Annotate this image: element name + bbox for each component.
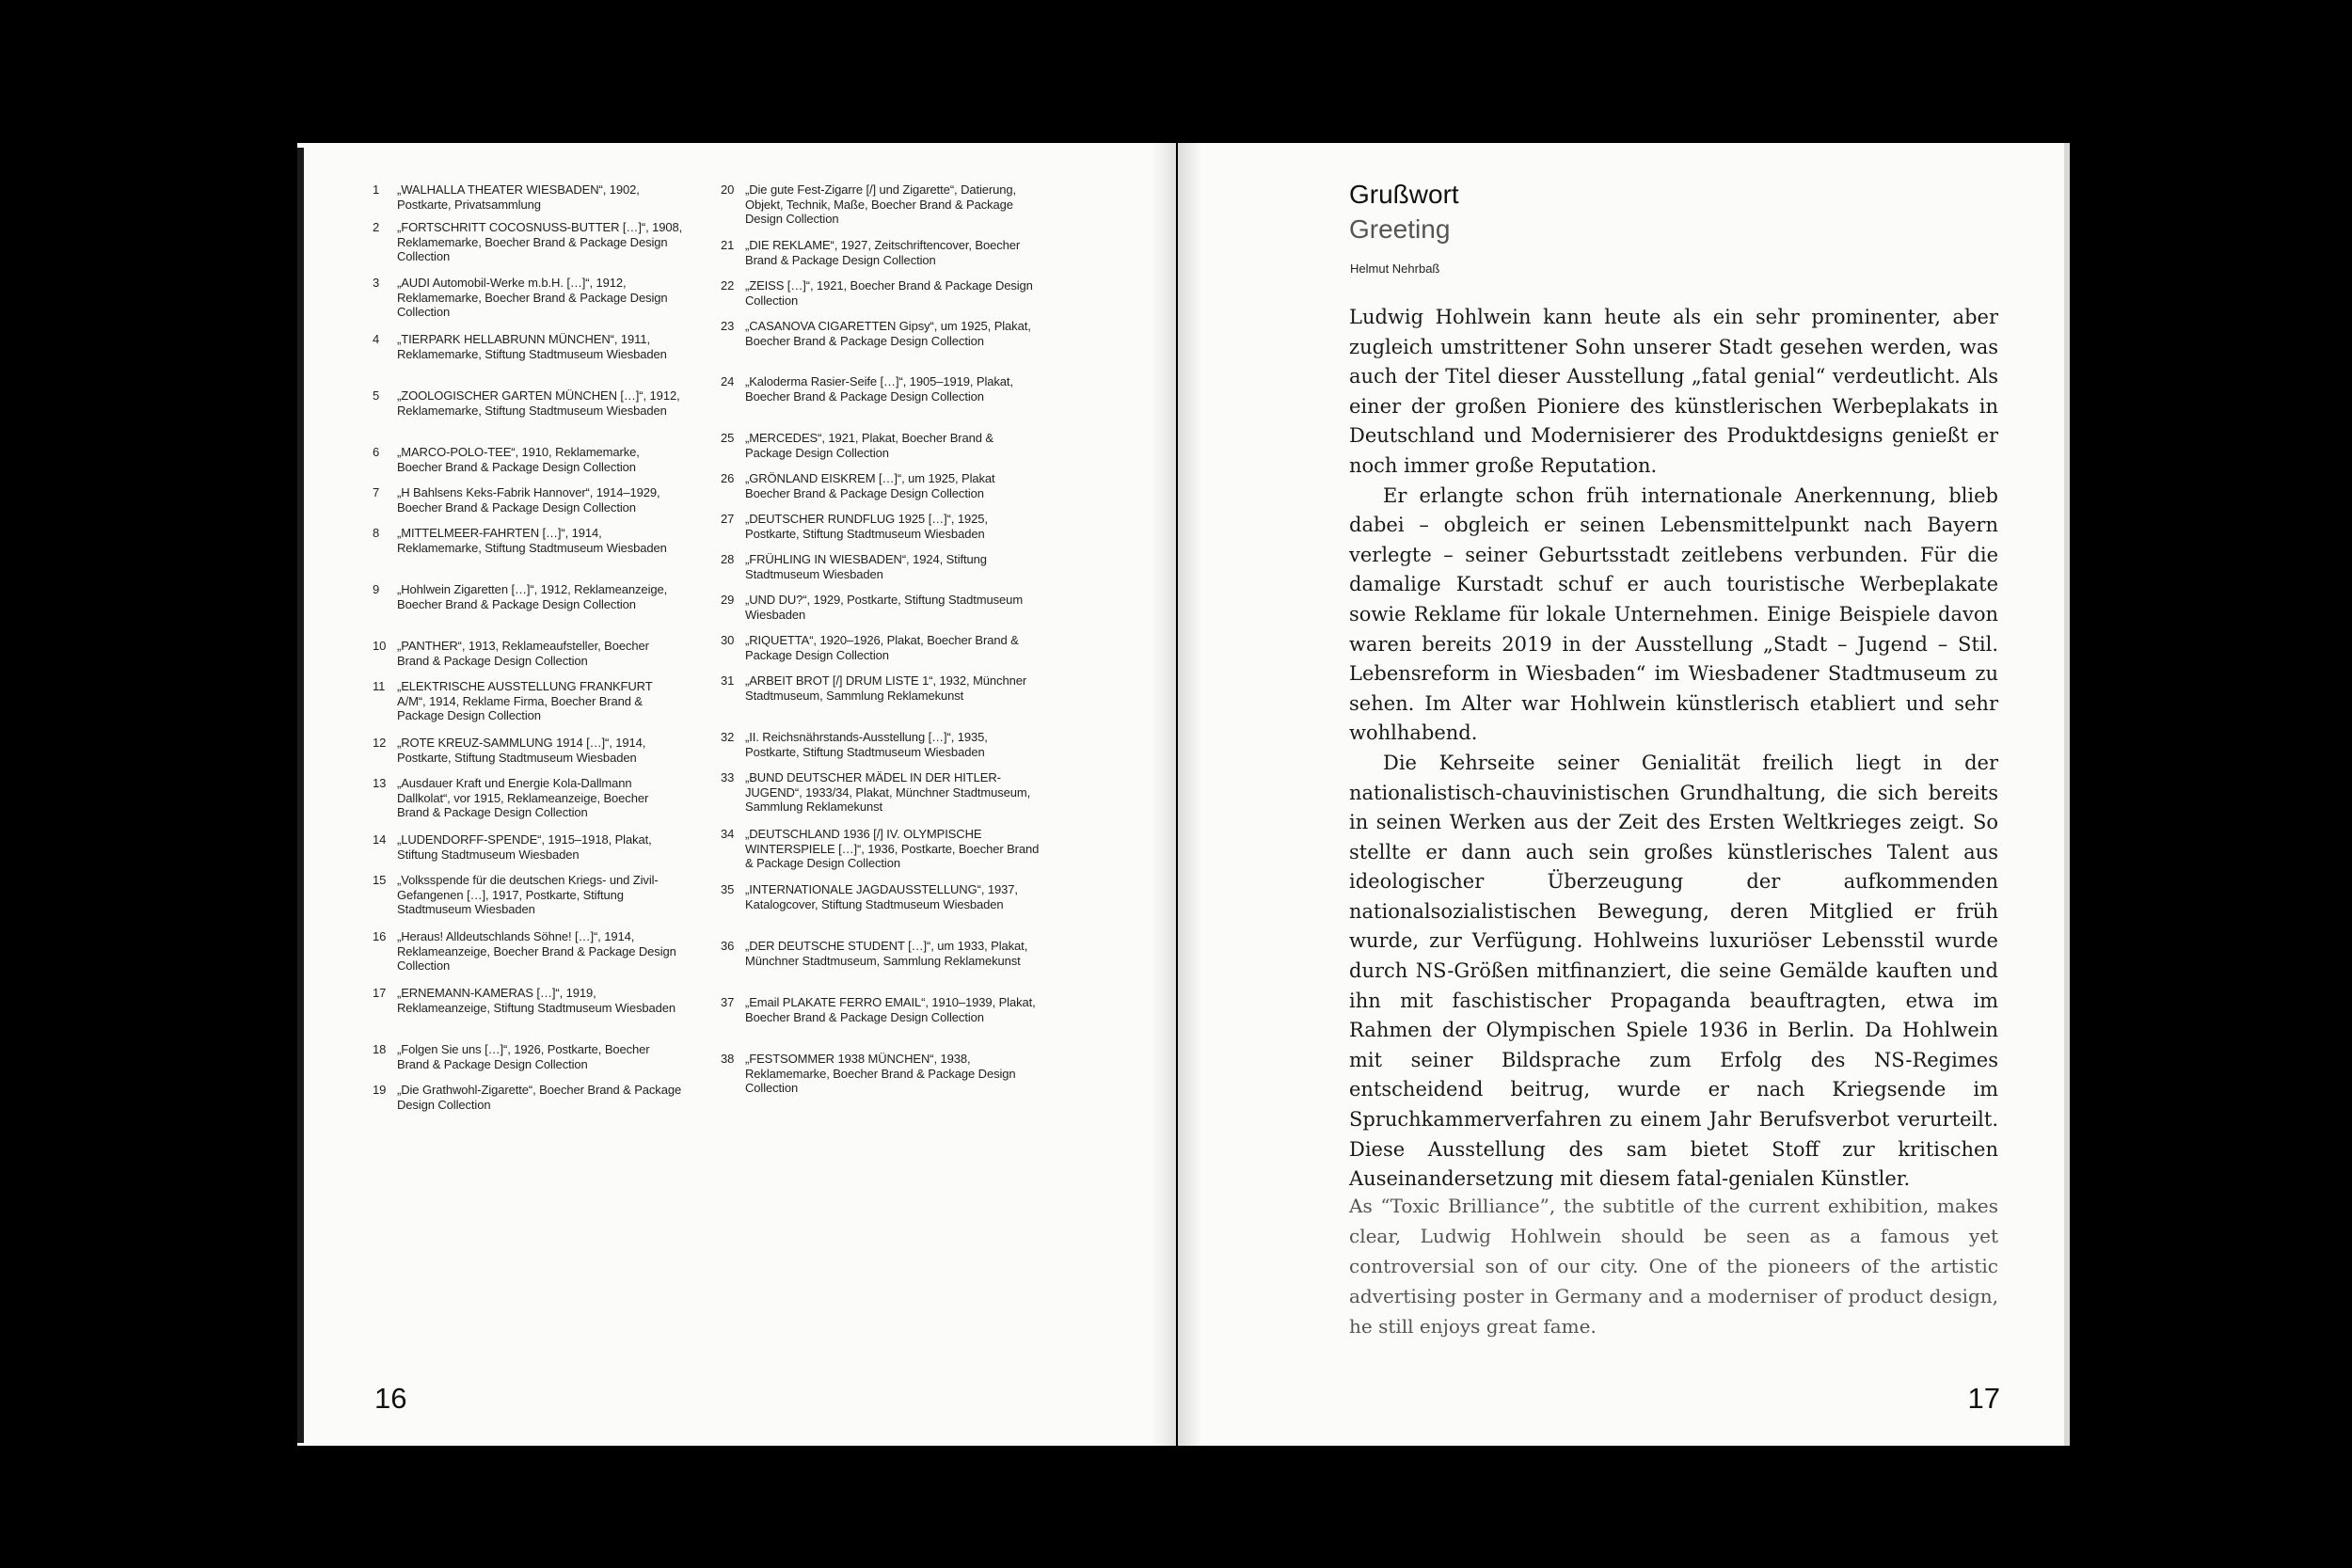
caption-entry	[373, 582, 683, 639]
caption-entry	[721, 633, 1041, 673]
caption-entry	[721, 827, 1041, 882]
caption-number: 38	[721, 1052, 735, 1066]
caption-entry	[721, 512, 1041, 552]
caption-number: 2	[373, 220, 380, 234]
caption-entry	[373, 679, 683, 736]
caption-text: „Heraus! Alldeutschlands Söhne! […]“, 1914, Reklameanzeige, Boecher Brand & Package Design Collection	[397, 929, 676, 973]
caption-entry	[373, 182, 683, 220]
caption-number: 12	[373, 736, 387, 750]
caption-text: „ELEKTRISCHE AUSSTELLUNG FRANKFURT A/M“, 1914, Reklame Firma, Boecher Brand & Package Design Collection	[397, 679, 653, 722]
caption-entry	[373, 276, 683, 332]
caption-number: 13	[373, 776, 387, 790]
page-number: 16	[374, 1382, 407, 1415]
caption-text: „TIERPARK HELLABRUNN MÜNCHEN“, 1911, Reklamemarke, Stiftung Stadtmuseum Wiesbaden	[397, 332, 667, 361]
caption-entry	[373, 1042, 683, 1083]
caption-text: „ARBEIT BROT [/] DRUM LISTE 1“, 1932, Münchner Stadtmuseum, Sammlung Reklamekunst	[745, 673, 1027, 703]
caption-entry	[373, 639, 683, 679]
caption-text: „BUND DEUTSCHER MÄDEL IN DER HITLER-JUGEND“, 1933/34, Plakat, Münchner Stadtmuseum, Sammlung Reklamekunst	[745, 770, 1031, 814]
caption-entry	[373, 832, 683, 873]
caption-text: „DEUTSCHLAND 1936 [/] IV. OLYMPISCHE WINTERSPIELE […]“, 1936, Postkarte, Boecher Brand & Package Design Collection	[745, 827, 1040, 870]
caption-entry	[721, 730, 1041, 770]
caption-number: 22	[721, 278, 735, 293]
caption-number: 34	[721, 827, 735, 841]
caption-text: „ERNEMANN-KAMERAS […]“, 1919, Reklameanzeige, Stiftung Stadtmuseum Wiesbaden	[397, 986, 676, 1015]
caption-text: „Die gute Fest-Zigarre [/] und Zigarette“, Datierung, Objekt, Technik, Maße, Boecher Brand & Package Design Collection	[745, 182, 1017, 226]
caption-number: 21	[721, 238, 735, 252]
caption-text: „Volksspende für die deutschen Kriegs- und Zivil-Gefangenen […], 1917, Postkarte, Stiftung Stadtmuseum Wiesbaden	[397, 873, 659, 916]
caption-number: 36	[721, 939, 735, 953]
caption-entry	[721, 278, 1041, 319]
caption-entry	[373, 526, 683, 582]
caption-entry	[721, 882, 1041, 939]
paragraph: Er erlangte schon früh internationale Anerkennung, blieb dabei – obgleich er seinen Lebensmittelpunkt nach Bayern verlegte – seiner Geburtsstadt zeitlebens verbunden. Für die damalige Kurstadt schuf er auch touristische Werbeplakate sowie Reklame für lokale Unternehmen. Einige Beispiele davon waren bereits 2019 in der Ausstellung „Stadt – Jugend – Stil. Lebensreform in Wiesbaden“ im Wiesbadener Stadtmuseum zu sehen. Im Alter war Hohlwein künstlerisch etabliert und sehr wohlhabend.	[1349, 483, 1998, 745]
caption-entry	[373, 986, 683, 1042]
caption-number: 17	[373, 986, 387, 1000]
caption-entry	[373, 445, 683, 485]
caption-text: „RIQUETTA“, 1920–1926, Plakat, Boecher Brand & Package Design Collection	[745, 633, 1019, 662]
caption-text: „INTERNATIONALE JAGDAUSSTELLUNG“, 1937, Katalogcover, Stiftung Stadtmuseum Wiesbaden	[745, 882, 1018, 911]
caption-entry	[373, 929, 683, 986]
caption-number: 27	[721, 512, 735, 526]
caption-number: 37	[721, 995, 735, 1009]
caption-number: 15	[373, 873, 387, 887]
caption-number: 14	[373, 832, 387, 847]
caption-entry	[373, 388, 683, 445]
gutter-shadow	[1152, 143, 1176, 1446]
caption-text: „Folgen Sie uns […]“, 1926, Postkarte, Boecher Brand & Package Design Collection	[397, 1042, 650, 1071]
body-text-english: As “Toxic Brilliance”, the subtitle of the current exhibition, makes clear, Ludwig Hohlwein should be seen as a famous yet controversial son of our city. One of the pioneers of the artistic advertising poster in Germany and a moderniser of product design, he still enjoys great fame.	[1349, 1195, 1998, 1338]
caption-entry	[721, 939, 1041, 995]
caption-entry	[721, 431, 1041, 471]
caption-entry	[373, 736, 683, 776]
caption-text: „LUDENDORFF-SPENDE“, 1915–1918, Plakat, Stiftung Stadtmuseum Wiesbaden	[397, 832, 652, 862]
caption-entry	[373, 1083, 683, 1123]
caption-number: 4	[373, 332, 380, 346]
caption-entry	[373, 332, 683, 388]
caption-entry	[721, 319, 1041, 374]
right-page	[1178, 143, 2070, 1446]
caption-entry	[373, 776, 683, 832]
caption-text: „ROTE KREUZ-SAMMLUNG 1914 […]“, 1914, Postkarte, Stiftung Stadtmuseum Wiesbaden	[397, 736, 646, 765]
caption-text: „AUDI Automobil-Werke m.b.H. […]“, 1912, Reklamemarke, Boecher Brand & Package Design Collection	[397, 276, 668, 319]
caption-number: 33	[721, 770, 735, 784]
caption-number: 3	[373, 276, 380, 290]
caption-text: „DIE REKLAME“, 1927, Zeitschriftencover, Boecher Brand & Package Design Collection	[745, 238, 1021, 267]
caption-number: 6	[373, 445, 380, 459]
paragraph: Die Kehrseite seiner Genialität freilich liegt in der nationalistisch-chauvinistischen Grundhaltung, die sich bereits in seinen Werken aus der Zeit des Ersten Weltkrieges zeigt. So stellte er dann auch sein großes künstlerisches Talent aus ideologischer Überzeugung der aufkommenden nationalsozialistischen Bewegung, deren Mitglied er früh wurde, zur Verfügung. Hohlweins luxuriöser Lebensstil wurde durch NS-Größen mitfinanziert, die seine Gemälde kauften und ihn mit faschistischer Propaganda beauftragten, etwa im Rahmen der Olympischen Spiele 1936 in Berlin. Da Hohlwein mit seiner Bildsprache zum Erfolg des NS-Regimes entscheidend beitrug, wurde er nach Kriegsende im Spruchkammerverfahren zu einem Jahr Berufsverbot verurteilt. Diese Ausstellung des sam bietet Stoff zur kritischen Auseinandersetzung mit diesem fatal-genialen Künstler.	[1349, 751, 1998, 1191]
caption-text: „UND DU?“, 1929, Postkarte, Stiftung Stadtmuseum Wiesbaden	[745, 593, 1024, 622]
caption-entry	[721, 552, 1041, 593]
caption-entry	[721, 995, 1041, 1052]
caption-number: 9	[373, 582, 380, 596]
caption-text: „WALHALLA THEATER WIESBADEN“, 1902, Postkarte, Privatsammlung	[397, 182, 640, 212]
caption-number: 10	[373, 639, 387, 653]
caption-number: 7	[373, 485, 380, 499]
caption-number: 32	[721, 730, 735, 744]
caption-list-column-2	[721, 182, 1041, 1108]
caption-entry	[721, 374, 1041, 431]
paragraph: Ludwig Hohlwein kann heute als ein sehr prominenter, aber zugleich umstrittener Sohn unserer Stadt gesehen werden, was auch der Titel dieser Ausstellung „fatal genial“ verdeutlicht. Als einer der großen Pioniere des künstlerischen Werbeplakats in Deutschland und Modernisierer des Produktdesigns genießt er noch immer große Reputation.	[1349, 306, 1998, 477]
caption-number: 18	[373, 1042, 387, 1056]
caption-number: 19	[373, 1083, 387, 1097]
caption-number: 16	[373, 929, 387, 943]
caption-entry	[373, 873, 683, 929]
caption-number: 31	[721, 673, 735, 688]
author-name: Helmut Nehrbaß	[1350, 261, 1440, 276]
caption-text: „II. Reichsnährstands-Ausstellung […]“, 1935, Postkarte, Stiftung Stadtmuseum Wiesbaden	[745, 730, 988, 759]
caption-number: 35	[721, 882, 735, 896]
caption-text: „Kaloderma Rasier-Seife […]“, 1905–1919, Plakat, Boecher Brand & Package Design Collection	[745, 374, 1013, 404]
caption-text: „Ausdauer Kraft und Energie Kola-Dallmann Dallkolat“, vor 1915, Reklameanzeige, Boecher Brand & Package Design Collection	[397, 776, 649, 819]
caption-number: 1	[373, 182, 380, 197]
caption-entry	[373, 485, 683, 526]
caption-text: „DER DEUTSCHE STUDENT […]“, um 1933, Plakat, Münchner Stadtmuseum, Sammlung Reklamekunst	[745, 939, 1028, 968]
caption-entry	[721, 471, 1041, 512]
caption-text: „MARCO-POLO-TEE“, 1910, Reklamemarke, Boecher Brand & Package Design Collection	[397, 445, 640, 474]
caption-number: 23	[721, 319, 735, 333]
caption-entry	[721, 770, 1041, 827]
caption-number: 29	[721, 593, 735, 607]
caption-text: „CASANOVA CIGARETTEN Gipsy“, um 1925, Plakat, Boecher Brand & Package Design Collection	[745, 319, 1031, 348]
caption-entry	[721, 238, 1041, 278]
page-edge-shadow	[297, 148, 304, 1443]
page-number: 17	[1967, 1382, 2000, 1415]
caption-text: „ZEISS […]“, 1921, Boecher Brand & Package Design Collection	[745, 278, 1033, 308]
caption-number: 11	[373, 679, 386, 693]
caption-text: „ZOOLOGISCHER GARTEN MÜNCHEN […]“, 1912, Reklamemarke, Stiftung Stadtmuseum Wiesbaden	[397, 388, 680, 418]
heading-english: Greeting	[1349, 214, 1451, 244]
caption-number: 5	[373, 388, 380, 403]
caption-number: 25	[721, 431, 735, 445]
caption-text: „H Bahlsens Keks-Fabrik Hannover“, 1914–1929, Boecher Brand & Package Design Collection	[397, 485, 660, 515]
caption-entry	[721, 593, 1041, 633]
caption-text: „Email PLAKATE FERRO EMAIL“, 1910–1939, Plakat, Boecher Brand & Package Design Collection	[745, 995, 1036, 1024]
caption-entry	[721, 673, 1041, 730]
caption-text: „FESTSOMMER 1938 MÜNCHEN“, 1938, Reklamemarke, Boecher Brand & Package Design Collection	[745, 1052, 1016, 1095]
gutter-shadow	[1178, 143, 1202, 1446]
caption-number: 26	[721, 471, 735, 485]
caption-text: „Die Grathwohl-Zigarette“, Boecher Brand & Package Design Collection	[397, 1083, 682, 1112]
caption-number: 30	[721, 633, 735, 647]
caption-text: „Hohlwein Zigaretten […]“, 1912, Reklameanzeige, Boecher Brand & Package Design Collection	[397, 582, 668, 611]
left-page	[297, 143, 1176, 1446]
caption-text: „FORTSCHRITT COCOSNUSS-BUTTER […]“, 1908, Reklamemarke, Boecher Brand & Package Design Collection	[397, 220, 683, 263]
caption-text: „MERCEDES“, 1921, Plakat, Boecher Brand & Package Design Collection	[745, 431, 993, 460]
body-text-german	[1349, 303, 1998, 1195]
caption-number: 8	[373, 526, 380, 540]
caption-number: 20	[721, 182, 735, 197]
caption-text: „DEUTSCHER RUNDFLUG 1925 […]“, 1925, Postkarte, Stiftung Stadtmuseum Wiesbaden	[745, 512, 988, 541]
page-edge	[2064, 143, 2070, 1446]
caption-number: 28	[721, 552, 735, 566]
caption-list-column-1	[373, 182, 683, 1123]
caption-text: „MITTELMEER-FAHRTEN […]“, 1914, Reklamemarke, Stiftung Stadtmuseum Wiesbaden	[397, 526, 667, 555]
caption-entry	[721, 182, 1041, 238]
caption-entry	[721, 1052, 1041, 1108]
heading-german: Grußwort	[1349, 180, 1459, 209]
caption-entry	[373, 220, 683, 276]
caption-text: „FRÜHLING IN WIESBADEN“, 1924, Stiftung Stadtmuseum Wiesbaden	[745, 552, 987, 581]
caption-text: „PANTHER“, 1913, Reklameaufsteller, Boecher Brand & Package Design Collection	[397, 639, 649, 668]
caption-text: „GRÖNLAND EISKREM […]“, um 1925, Plakat Boecher Brand & Package Design Collection	[745, 471, 995, 500]
caption-number: 24	[721, 374, 735, 388]
